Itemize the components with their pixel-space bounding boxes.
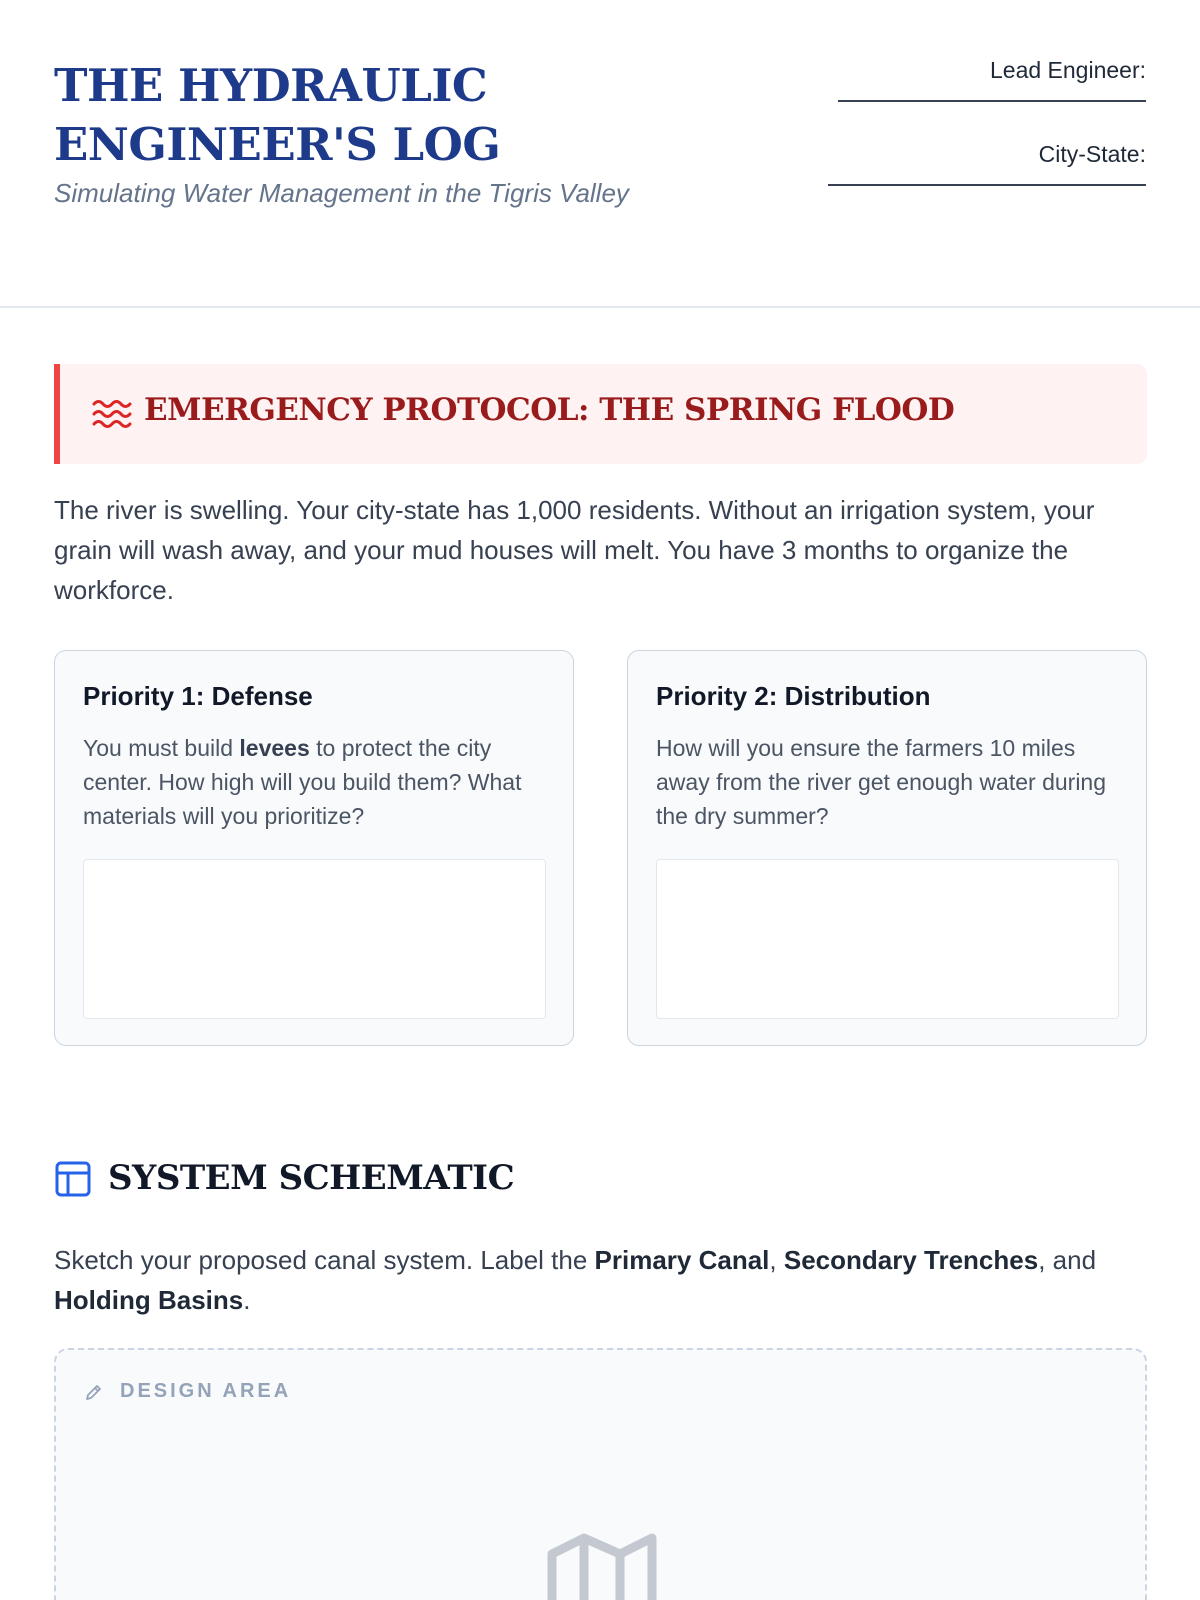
section-title: SYSTEM SCHEMATIC: [108, 1158, 515, 1198]
priority-title: Priority 1: Defense: [83, 681, 313, 711]
priority-card-distribution: [627, 650, 1147, 1046]
layout-icon: [54, 1160, 92, 1198]
lead-engineer-field[interactable]: [838, 94, 1146, 102]
alert-title: EMERGENCY PROTOCOL: THE SPRING FLOOD: [144, 392, 955, 428]
distribution-answer-box[interactable]: [656, 859, 1119, 1019]
priority-title: Priority 2: Distribution: [656, 681, 931, 711]
map-icon: [546, 1530, 658, 1600]
page-subtitle: Simulating Water Management in the Tigris Valley: [54, 178, 629, 208]
secondary-trenches-term: Secondary Trenches: [783, 1245, 1039, 1275]
emergency-alert: [54, 364, 1147, 464]
city-state-label: City-State:: [1038, 141, 1146, 167]
priority-card-defense: [54, 650, 574, 1046]
holding-basins-term: Holding Basins: [54, 1285, 244, 1315]
intro-paragraph: The river is swelling. Your city-state has 1,000 residents. Without an irrigation system, your grain will wash away, and your mud houses will melt. You have 3 months to organize the workforce.: [54, 495, 1095, 605]
waves-icon: [92, 398, 132, 430]
city-state-field[interactable]: [828, 178, 1146, 186]
primary-canal-term: Primary Canal: [594, 1245, 770, 1275]
levees-term: levees: [239, 735, 310, 761]
priority-description: How will you ensure the farmers 10 miles away from the river get enough water during the dry summer?: [656, 735, 1107, 829]
design-area[interactable]: [54, 1348, 1147, 1600]
schematic-instructions: Sketch your proposed canal system. Label the Primary Canal, Secondary Trenches, and Holding Basins.: [54, 1245, 1097, 1315]
page-title: THE HYDRAULIC ENGINEER'S LOG: [54, 59, 501, 171]
priority-description: You must build levees to protect the city center. How high will you build them? What materials will you prioritize?: [83, 735, 522, 829]
lead-engineer-label: Lead Engineer:: [989, 57, 1146, 83]
worksheet-header: [0, 0, 1200, 308]
design-area-label: DESIGN AREA: [120, 1380, 292, 1402]
defense-answer-box[interactable]: [83, 859, 546, 1019]
header-fields: [806, 52, 1146, 220]
